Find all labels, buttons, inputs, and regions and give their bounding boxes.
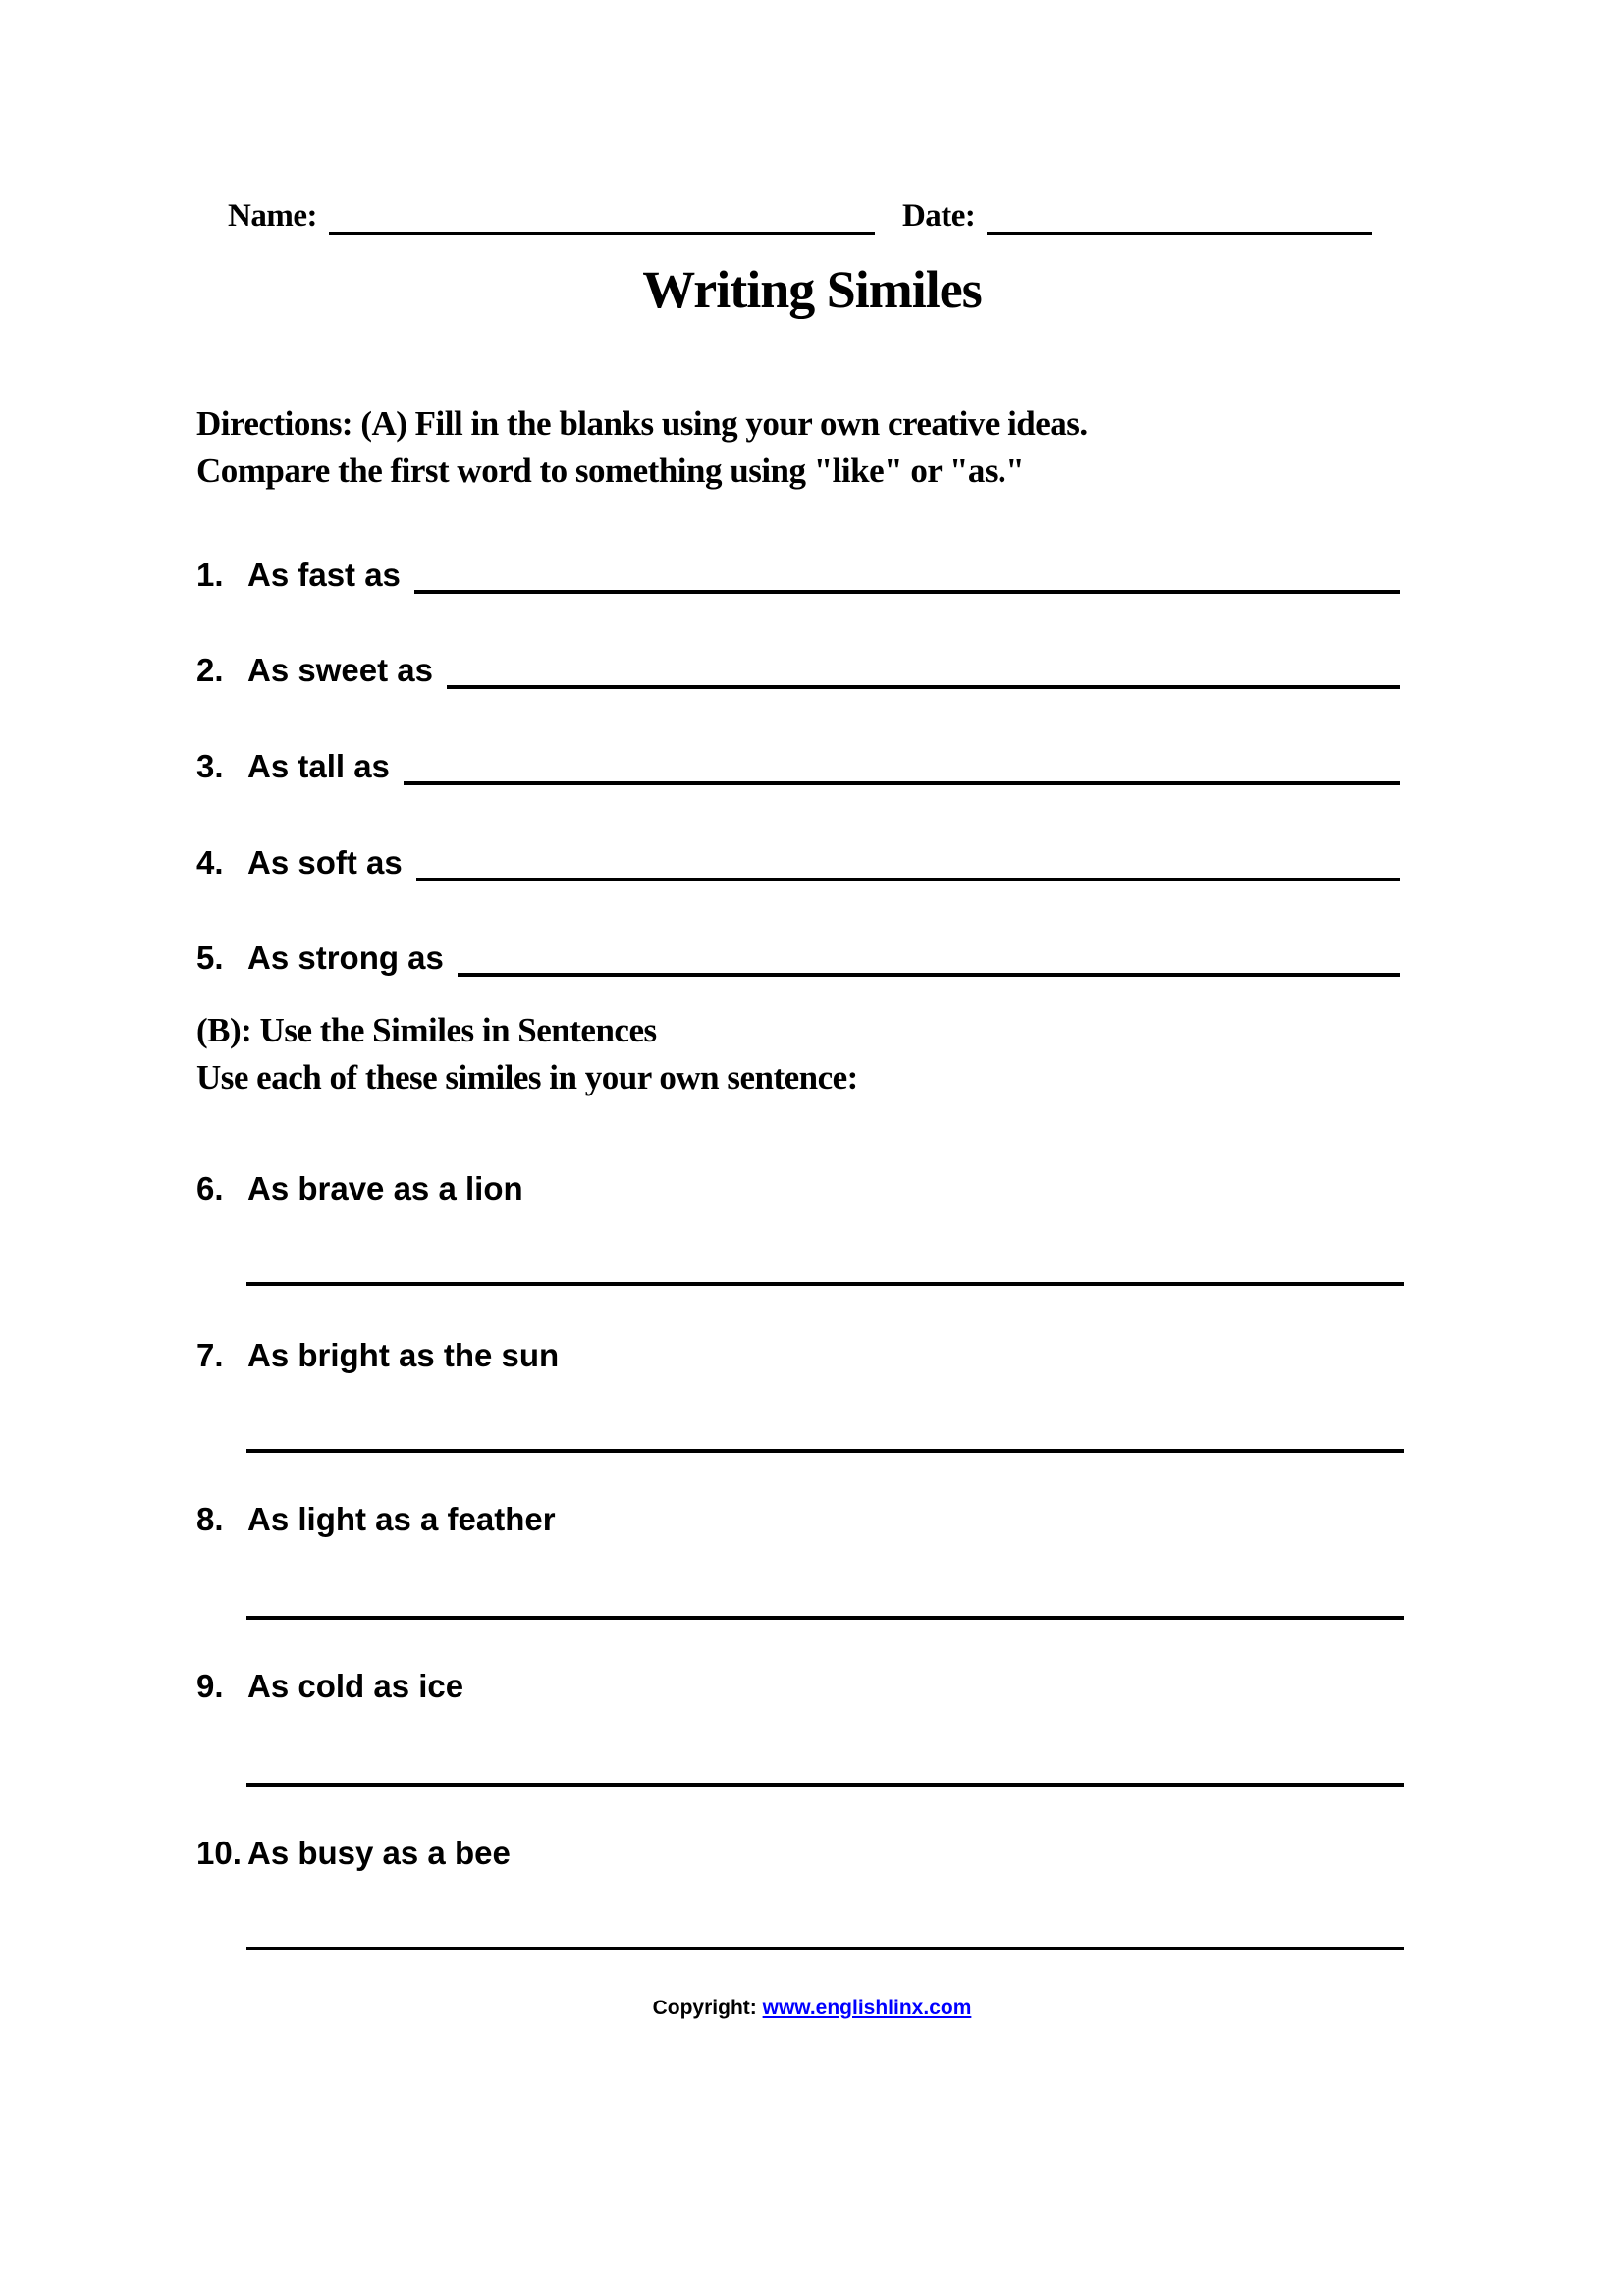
simile-item-6 xyxy=(196,1170,523,1207)
name-label: Name: xyxy=(228,198,317,234)
date-blank[interactable] xyxy=(987,192,1372,235)
item-number: 9. xyxy=(196,1668,224,1704)
item-number: 8. xyxy=(196,1501,224,1537)
item-number: 10. xyxy=(196,1835,242,1871)
item-text: As bright as the sun xyxy=(247,1337,560,1373)
header-row xyxy=(228,192,1396,235)
page-title: Writing Similes xyxy=(642,260,982,319)
sentence-line-9[interactable] xyxy=(246,1783,1404,1787)
directions-line-1: Directions: (A) Fill in the blanks using your own creative ideas. xyxy=(196,404,1088,443)
simile-item-5 xyxy=(196,934,1400,977)
copyright-link[interactable]: www.englishlinx.com xyxy=(762,1997,972,2019)
simile-item-9 xyxy=(196,1668,463,1705)
item-number: 3. xyxy=(196,748,224,784)
sentence-line-10[interactable] xyxy=(246,1947,1404,1950)
item-text: As fast as xyxy=(247,557,401,593)
simile-item-1 xyxy=(196,551,1400,594)
item-number: 7. xyxy=(196,1337,224,1373)
sentence-line-6[interactable] xyxy=(246,1282,1404,1286)
simile-item-10 xyxy=(196,1835,511,1872)
item-number: 4. xyxy=(196,844,224,881)
item-number: 6. xyxy=(196,1170,224,1206)
simile-item-4 xyxy=(196,838,1400,881)
item-text: As busy as a bee xyxy=(247,1835,511,1871)
item-text: As cold as ice xyxy=(247,1668,464,1704)
sentence-line-8[interactable] xyxy=(246,1616,1404,1620)
date-label: Date: xyxy=(901,198,976,234)
simile-item-3 xyxy=(196,742,1400,785)
item-number: 2. xyxy=(196,652,224,688)
section-b-heading-line-1: (B): Use the Similes in Sentences xyxy=(196,1011,657,1049)
copyright xyxy=(0,1997,1624,2020)
directions xyxy=(196,400,1424,495)
answer-blank-5[interactable] xyxy=(458,932,1400,977)
answer-blank-1[interactable] xyxy=(414,549,1400,594)
section-b-heading-line-2: Use each of these similes in your own sentence: xyxy=(196,1058,858,1096)
answer-blank-2[interactable] xyxy=(447,644,1400,689)
item-text: As brave as a lion xyxy=(247,1170,523,1206)
item-text: As sweet as xyxy=(247,652,433,688)
section-b-heading xyxy=(196,1007,1424,1101)
directions-line-2: Compare the first word to something using "like" or "as." xyxy=(196,452,1025,490)
item-text: As soft as xyxy=(247,844,403,881)
simile-item-8 xyxy=(196,1501,556,1538)
item-number: 1. xyxy=(196,557,224,593)
simile-item-2 xyxy=(196,646,1400,689)
name-blank[interactable] xyxy=(329,192,875,235)
answer-blank-3[interactable] xyxy=(404,740,1400,785)
copyright-label: Copyright: xyxy=(652,1997,757,2019)
item-text: As light as a feather xyxy=(247,1501,556,1537)
item-number: 5. xyxy=(196,939,224,976)
answer-blank-4[interactable] xyxy=(416,836,1400,881)
simile-item-7 xyxy=(196,1337,559,1374)
item-text: As tall as xyxy=(247,748,390,784)
item-text: As strong as xyxy=(247,939,444,976)
sentence-line-7[interactable] xyxy=(246,1449,1404,1453)
